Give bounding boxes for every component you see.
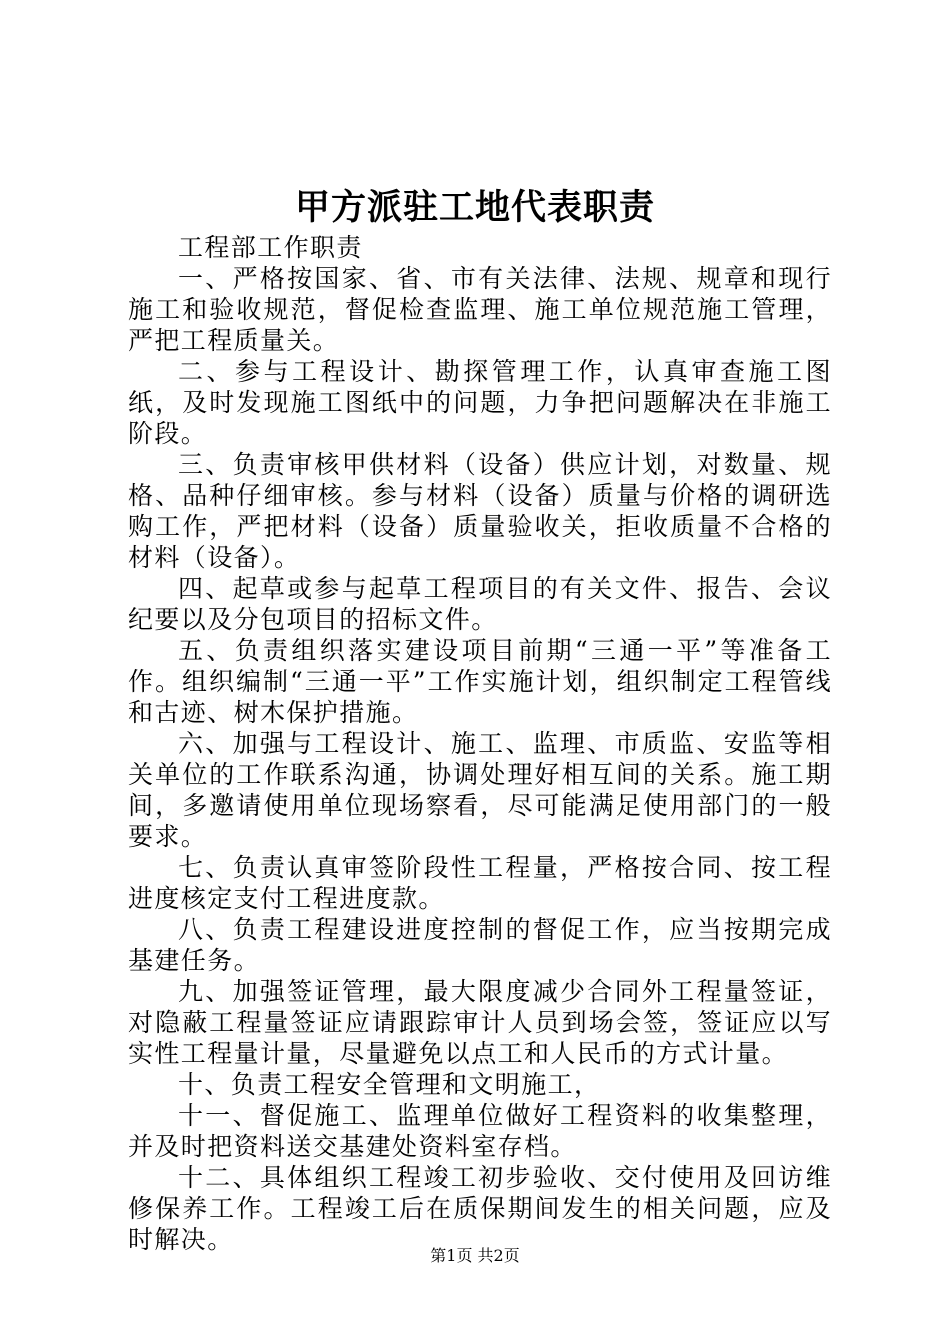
document-title: 甲方派驻工地代表职责: [294, 187, 655, 228]
duty-item-8: 八、负责工程建设进度控制的督促工作，应当按期完成基建任务。: [128, 915, 832, 975]
duty-item-2: 二、参与工程设计、勘探管理工作，认真审查施工图纸，及时发现施工图纸中的问题，力争把问题解决在非施工阶段。: [128, 357, 832, 448]
duty-item-5: 五、负责组织落实建设项目前期“三通一平”等准备工作。组织编制“三通一平”工作实施计划，组织制定工程管线和古迹、树木保护措施。: [128, 636, 832, 727]
duty-item-6: 六、加强与工程设计、施工、监理、市质监、安监等相关单位的工作联系沟通，协调处理好相互间的关系。施工期间，多邀请使用单位现场察看，尽可能满足使用部门的一般要求。: [128, 729, 832, 851]
document-body: [128, 232, 832, 1255]
duty-item-11: 十一、督促施工、监理单位做好工程资料的收集整理，并及时把资料送交基建处资料室存档。: [128, 1101, 832, 1161]
duty-item-3: 三、负责审核甲供材料（设备）供应计划，对数量、规格、品种仔细审核。参与材料（设备）质量与价格的调研选购工作，严把材料（设备）质量验收关，拒收质量不合格的材料（设备）。: [128, 450, 832, 572]
duty-item-1: 一、严格按国家、省、市有关法律、法规、规章和现行施工和验收规范，督促检查监理、施工单位规范施工管理，严把工程质量关。: [128, 264, 832, 355]
page-number-footer: 第1页 共2页: [430, 1246, 520, 1265]
duty-item-9: 九、加强签证管理，最大限度减少合同外工程量签证，对隐蔽工程量签证应请跟踪审计人员到场会签，签证应以写实性工程量计量，尽量避免以点工和人民币的方式计量。: [128, 977, 832, 1068]
duty-item-4: 四、起草或参与起草工程项目的有关文件、报告、会议纪要以及分包项目的招标文件。: [128, 574, 832, 634]
section-heading: 工程部工作职责: [178, 233, 363, 262]
duty-item-10: 十、负责工程安全管理和文明施工，: [178, 1070, 601, 1099]
duty-item-12: 十二、具体组织工程竣工初步验收、交付使用及回访维修保养工作。工程竣工后在质保期间发生的相关问题，应及时解决。: [128, 1163, 832, 1254]
duty-item-7: 七、负责认真审签阶段性工程量，严格按合同、按工程进度核定支付工程进度款。: [128, 853, 832, 913]
